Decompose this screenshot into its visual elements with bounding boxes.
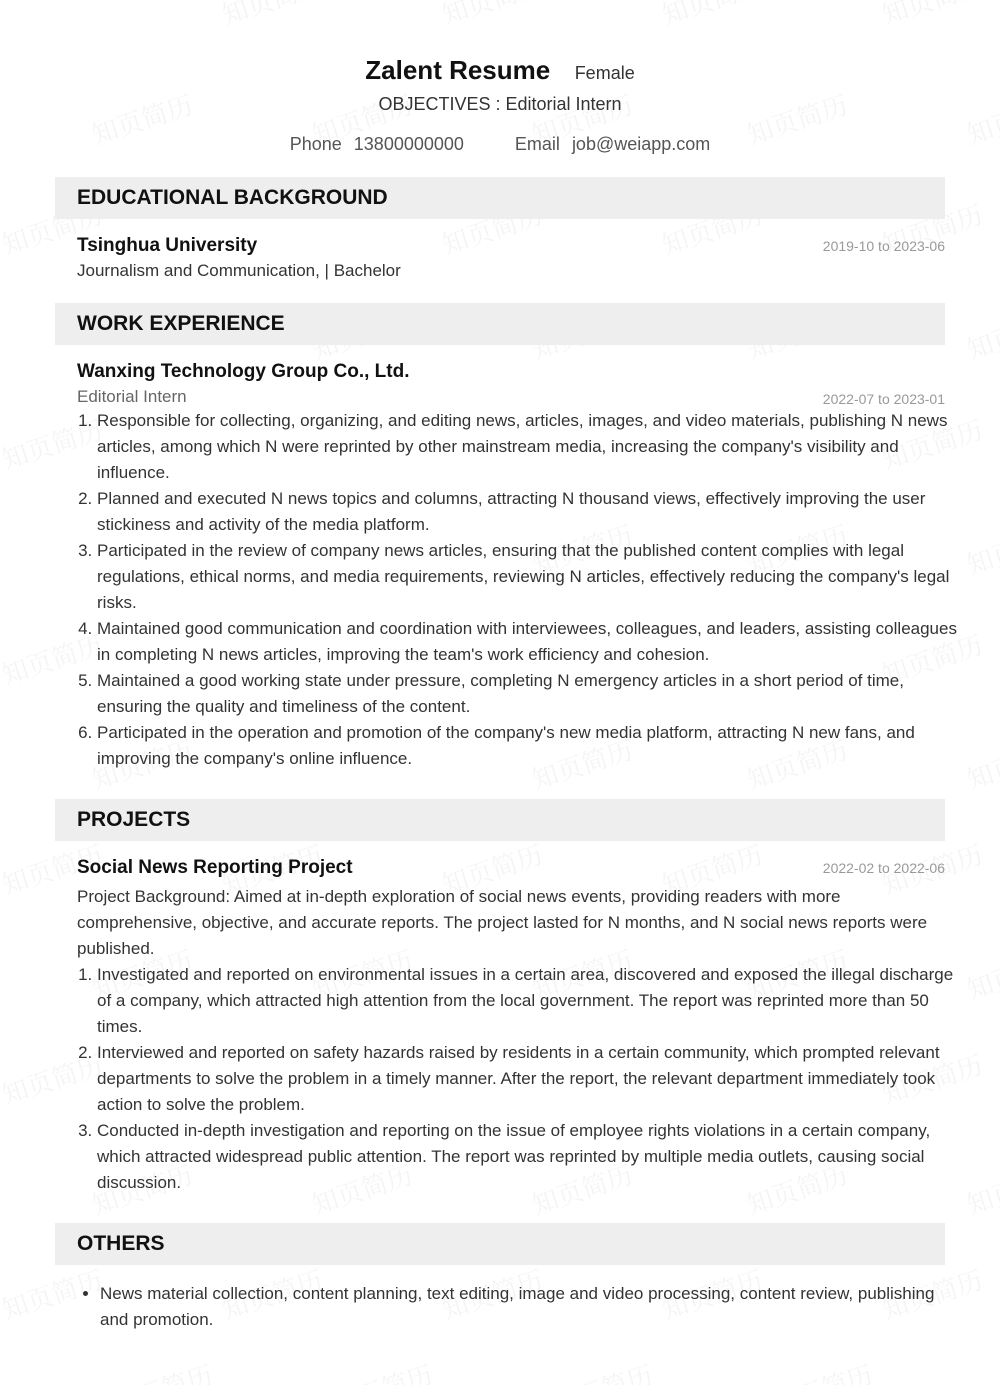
school-name: Tsinghua University <box>77 235 258 256</box>
contact-info <box>0 134 1000 155</box>
work-responsibilities <box>77 408 965 772</box>
others-heading: OTHERS <box>77 1232 165 1255</box>
company-name: Wanxing Technology Group Co., Ltd. <box>77 361 410 382</box>
list-item: 6. Participated in the operation and promotion of the company's new media platform, attracting N new fans, and improving the company's online influence. <box>97 720 965 772</box>
watermark <box>547 1355 657 1385</box>
list-item: 1. Responsible for collecting, organizing, and editing news, articles, images, and video materials, publishing N news articles, among which N were reprinted by other mainstream media, increasing the company's visibility and influence. <box>97 408 965 486</box>
watermark <box>327 1355 437 1385</box>
phone-value: 13800000000 <box>353 134 464 154</box>
objective: OBJECTIVES : Editorial Intern <box>378 94 622 114</box>
education-detail: Journalism and Communication, | Bachelor <box>77 261 401 280</box>
watermark <box>962 300 1000 367</box>
list-item: 2. Planned and executed N news topics and columns, attracting N thousand views, effectively improving the user stickiness and activity of the media platform. <box>97 486 965 538</box>
list-item: 2. Interviewed and reported on safety hazards raised by residents in a certain community, which prompted relevant departments to solve the problem in a timely manner. After the report, the relevant department immediately took action to solve the problem. <box>97 1040 965 1118</box>
work-section-header <box>55 303 945 345</box>
watermark <box>657 0 767 32</box>
phone-label: Phone <box>289 134 342 154</box>
project-dates: 2022-02 to 2022-06 <box>822 860 945 876</box>
education-section-header <box>55 177 945 219</box>
watermark <box>107 1355 217 1385</box>
candidate-name: Zalent Resume <box>365 55 551 85</box>
candidate-gender: Female <box>574 63 635 83</box>
watermark <box>217 0 327 32</box>
project-achievements <box>77 962 965 1196</box>
list-item: • News material collection, content planning, text editing, image and video processing, content review, publishing and promotion. <box>100 1281 966 1333</box>
project-name: Social News Reporting Project <box>77 857 353 878</box>
others-list <box>79 1281 966 1333</box>
watermark <box>877 0 987 32</box>
watermark <box>962 515 1000 582</box>
education-dates: 2019-10 to 2023-06 <box>822 238 945 254</box>
work-dates: 2022-07 to 2023-01 <box>822 391 945 407</box>
list-item: 1. Investigated and reported on environmental issues in a certain area, discovered and exposed the illegal discharge of a company, which attracted high attention from the local government. The report was reprinted more than 50 times. <box>97 962 965 1040</box>
education-heading: EDUCATIONAL BACKGROUND <box>77 186 388 209</box>
projects-heading: PROJECTS <box>77 808 191 831</box>
watermark <box>962 1155 1000 1222</box>
email-contact <box>515 134 710 155</box>
email-value: job@weiapp.com <box>571 134 711 154</box>
phone-contact <box>290 134 464 155</box>
watermark <box>962 940 1000 1007</box>
list-item: 4. Maintained good communication and coordination with interviewees, colleagues, and leaders, assisting colleagues in completing N news articles, improving the team's work efficiency and cohesion. <box>97 616 965 668</box>
watermark <box>767 1355 877 1385</box>
watermark <box>437 0 547 32</box>
work-heading: WORK EXPERIENCE <box>77 312 285 335</box>
list-item: 3. Conducted in-depth investigation and reporting on the issue of employee rights violations in a certain company, which attracted widespread public attention. The report was reprinted by multiple media outlets, causing social discussion. <box>97 1118 965 1196</box>
projects-section-header <box>55 799 945 841</box>
list-item: 5. Maintained a good working state under pressure, completing N emergency articles in a short period of time, ensuring the quality and timeliness of the content. <box>97 668 965 720</box>
name-line <box>0 55 1000 86</box>
job-role: Editorial Intern <box>77 387 187 406</box>
others-section-header <box>55 1223 945 1265</box>
project-background: Project Background: Aimed at in-depth exploration of social news events, providing readers with more comprehensive, objective, and accurate reports. The project lasted for N months, and N social news reports were published. <box>77 887 928 958</box>
email-label: Email <box>514 134 560 154</box>
watermark <box>962 730 1000 797</box>
list-item: 3. Participated in the review of company news articles, ensuring that the published content complies with legal regulations, ethical norms, and media requirements, reviewing N articles, effectively reducing the company's legal risks. <box>97 538 965 616</box>
